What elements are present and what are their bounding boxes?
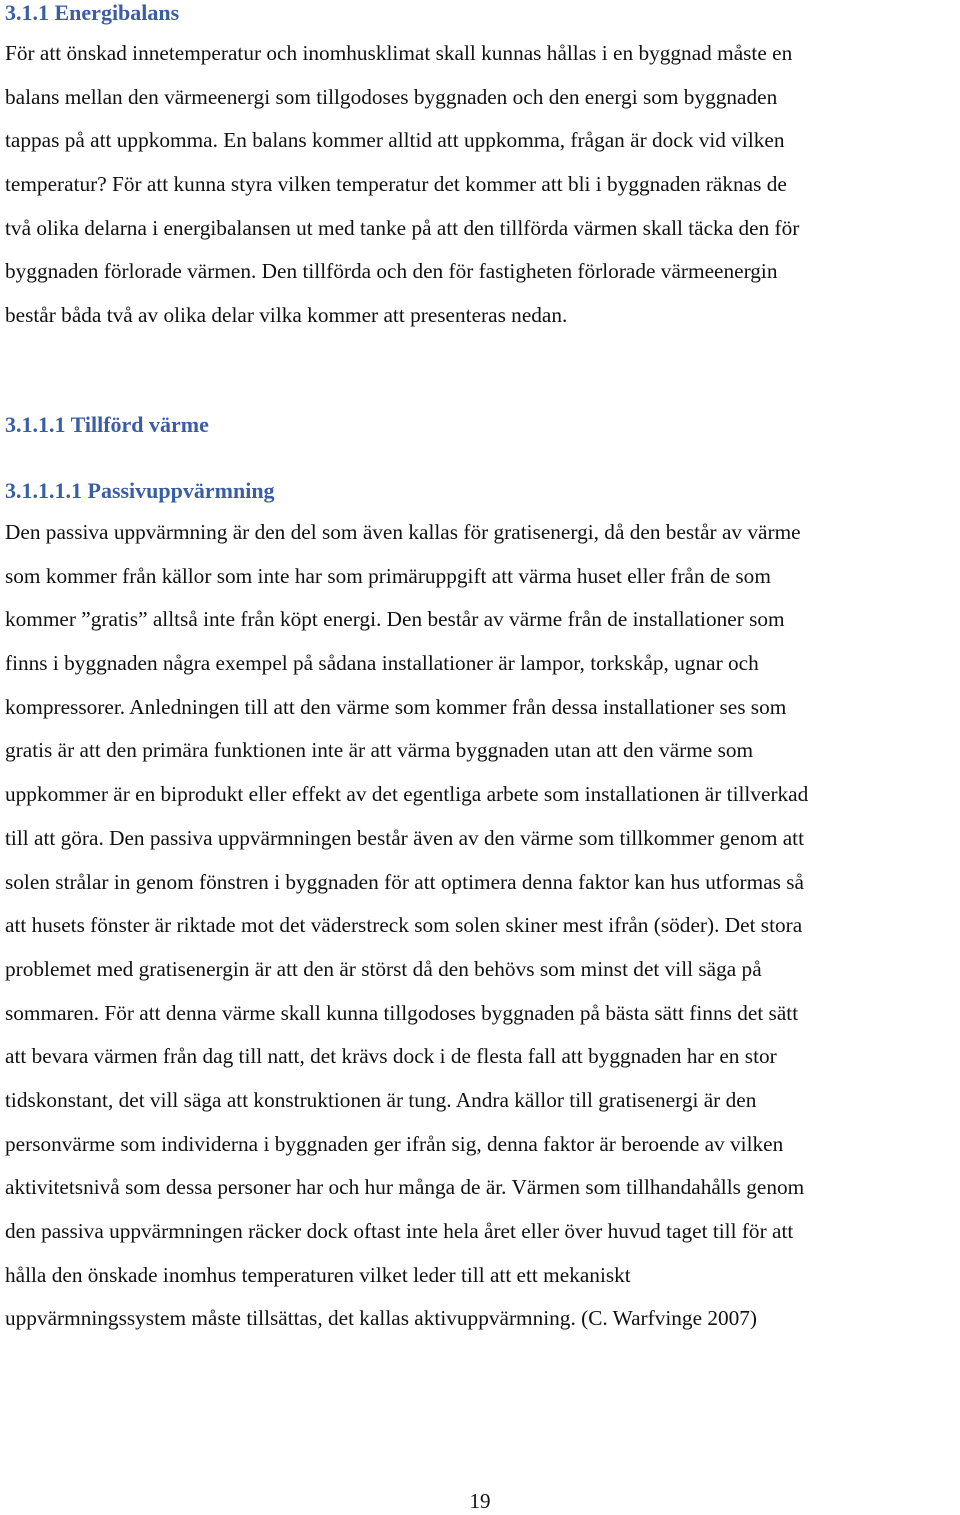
paragraph-line: solen strålar in genom fönstren i byggnaden för att optimera denna faktor kan hus utformas så: [5, 869, 804, 894]
section-heading-energibalans: 3.1.1 Energibalans: [5, 0, 180, 25]
paragraph-line: som kommer från källor som inte har som primäruppgift att värma huset eller från de som: [5, 563, 771, 588]
paragraph-line: till att göra. Den passiva uppvärmningen består även av den värme som tillkommer genom att: [5, 825, 805, 850]
paragraph-line: finns i byggnaden några exempel på sådana installationer är lampor, torkskåp, ugnar och: [5, 651, 759, 676]
paragraph-line: personvärme som individerna i byggnaden ger ifrån sig, denna faktor är beroende av vilken: [5, 1131, 784, 1156]
paragraph-energibalans: [5, 32, 960, 338]
paragraph-line: balans mellan den värmeenergi som tillgodoses byggnaden och den energi som byggnaden: [5, 84, 778, 109]
paragraph-line: kommer ”gratis” alltså inte från köpt energi. Den består av värme från de installationer som: [5, 607, 785, 632]
paragraph-line: består båda två av olika delar vilka kommer att presenteras nedan.: [5, 303, 568, 328]
paragraph-line: gratis är att den primära funktionen inte är att värma byggnaden utan att den värme som: [5, 738, 754, 763]
page-number: 19: [469, 1489, 491, 1513]
paragraph-line: temperatur? För att kunna styra vilken temperatur det kommer att bli i byggnaden räknas de: [5, 172, 787, 197]
paragraph-line: kompressorer. Anledningen till att den värme som kommer från dessa installationer ses som: [5, 694, 787, 719]
paragraph-line: två olika delarna i energibalansen ut med tanke på att den tillförda värmen skall täcka den för: [5, 215, 800, 240]
paragraph-line: tappas på att uppkomma. En balans kommer alltid att uppkomma, frågan är dock vid vilken: [5, 128, 785, 153]
paragraph-line: uppvärmningssystem måste tillsättas, det kallas aktivuppvärmning. (C. Warfvinge 2007): [5, 1306, 758, 1331]
paragraph-line: uppkommer är en biprodukt eller effekt av det egentliga arbete som installationen är tillverkad: [5, 782, 809, 807]
paragraph-line: För att önskad innetemperatur och inomhusklimat skall kunnas hållas i en byggnad måste en: [5, 41, 793, 65]
section-heading-tillford-varme: 3.1.1.1 Tillförd värme: [5, 412, 209, 437]
paragraph-line: problemet med gratisenergin är att den är störst då den behövs som minst det vill säga på: [5, 956, 762, 981]
section-heading-passivuppvarmning: 3.1.1.1.1 Passivuppvärmning: [5, 478, 275, 503]
paragraph-line: att husets fönster är riktade mot det väderstreck som solen skiner mest ifrån (söder). Det stora: [5, 913, 803, 938]
paragraph-line: byggnaden förlorade värmen. Den tillförda och den för fastigheten förlorade värmeenergin: [5, 259, 778, 284]
paragraph-passivuppvarmning: [5, 511, 960, 1341]
paragraph-line: tidskonstant, det vill säga att konstruktionen är tung. Andra källor till gratisenergi är den: [5, 1087, 757, 1112]
paragraph-line: att bevara värmen från dag till natt, det krävs dock i de flesta fall att byggnaden har en stor: [5, 1044, 777, 1069]
paragraph-line: den passiva uppvärmningen räcker dock oftast inte hela året eller över huvud taget till för att: [5, 1219, 794, 1243]
paragraph-line: sommaren. För att denna värme skall kunna tillgodoses byggnaden på bästa sätt finns det sätt: [5, 1000, 799, 1025]
paragraph-line: aktivitetsnivå som dessa personer har och hur många de är. Värmen som tillhandahålls genom: [5, 1175, 805, 1200]
paragraph-line: Den passiva uppvärmning är den del som även kallas för gratisenergi, då den består av värme: [5, 520, 801, 544]
paragraph-line: hålla den önskade inomhus temperaturen vilket leder till att ett mekaniskt: [5, 1262, 631, 1287]
